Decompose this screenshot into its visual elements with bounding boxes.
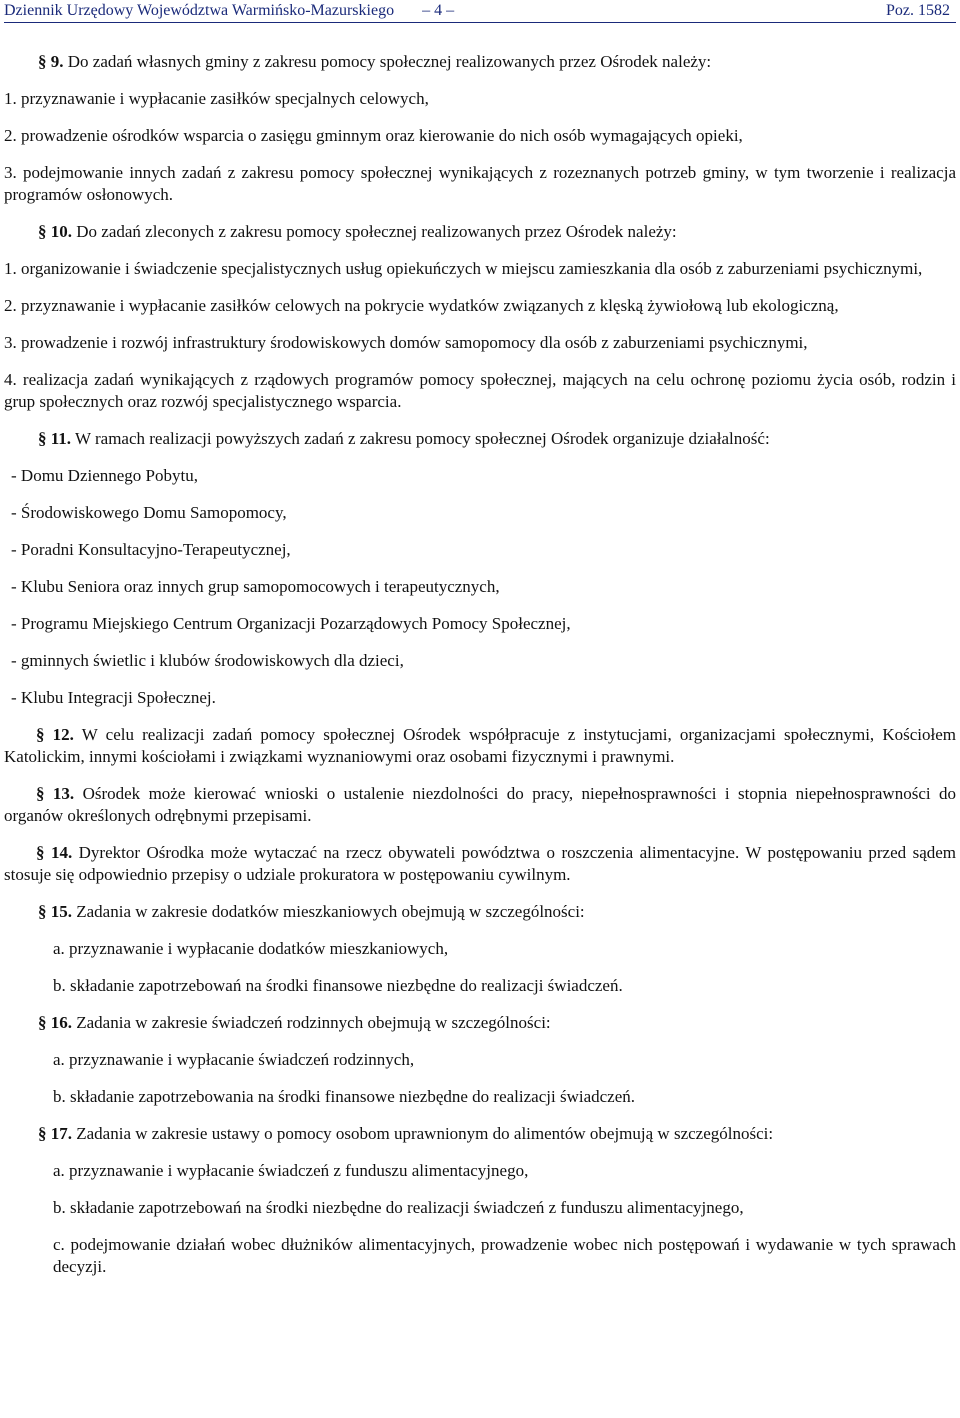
section-11-item-2: - Środowiskowego Domu Samopomocy, [11,503,287,522]
section-11-item-3: - Poradni Konsultacyjno-Terapeutycznej, [11,540,291,559]
section-11-intro: W ramach realizacji powyższych zadań z zakresu pomocy społecznej Ośrodek organizuje działalność: [75,429,770,448]
section-11-item-7: - Klubu Integracji Społecznej. [11,688,216,707]
section-9-heading [4,51,956,73]
section-9-item-1: 1. przyznawanie i wypłacanie zasiłków specjalnych celowych, [4,89,429,108]
section-11-item-6: - gminnych świetlic i klubów środowiskowych dla dzieci, [11,651,404,670]
section-13 [4,783,956,827]
section-13-mark: § [36,784,45,803]
section-16-intro: Zadania w zakresie świadczeń rodzinnych obejmują w szczególności: [76,1013,551,1032]
section-17-number: 17. [50,1124,72,1143]
page-number: – 4 – [422,2,455,19]
section-10-item-4: 4. realizacja zadań wynikających z rządowych programów pomocy społecznej, mających na celu ochronę poziomu życia osób, rodzin i grup społecznych oraz rozwój specjalistycznego wsparcia. [4,370,956,411]
page-header [4,0,956,23]
section-14-mark: § [36,843,45,862]
section-16-item-a: a. przyznawanie i wypłacanie świadczeń rodzinnych, [53,1050,415,1069]
section-16-mark: § [38,1013,47,1032]
section-11-heading [4,428,956,450]
section-14 [4,842,956,886]
section-9-item-3: 3. podejmowanie innych zadań z zakresu pomocy społecznej wynikających z rozeznanych potrzeb gminy, w tym tworzenie i realizacja programów osłonowych. [4,163,956,204]
section-10-item-3: 3. prowadzenie i rozwój infrastruktury środowiskowych domów samopomocy dla osób z zaburzeniami psychicznymi, [4,333,808,352]
section-10-item-2: 2. przyznawanie i wypłacanie zasiłków celowych na pokrycie wydatków związanych z klęską żywiołową lub ekologiczną, [4,296,839,315]
section-11-item-1: - Domu Dziennego Pobytu, [11,466,198,485]
position-number: Poz. 1582 [886,2,950,19]
section-14-number: 14. [50,843,73,862]
section-17-mark: § [38,1124,47,1143]
section-17-item-b: b. składanie zapotrzebowań na środki niezbędne do realizacji świadczeń z funduszu alimentacyjnego, [53,1198,744,1217]
document-body [4,23,956,1278]
section-11-item-4: - Klubu Seniora oraz innych grup samopomocowych i terapeutycznych, [11,577,500,596]
section-14-text: Dyrektor Ośrodka może wytaczać na rzecz obywateli powództwa o roszczenia alimentacyjne. W postępowaniu przed sądem stosuje się odpowiednio przepisy o udziale prokuratora w postępowaniu cywilnym. [4,843,957,884]
section-9-mark: § [38,52,47,71]
section-12 [4,724,956,768]
section-10-mark: § [38,222,47,241]
header-left [4,0,478,22]
section-17-item-c [4,1234,956,1278]
section-12-number: 12. [52,725,74,744]
section-11-item-5: - Programu Miejskiego Centrum Organizacji Pozarządowych Pomocy Społecznej, [11,614,571,633]
section-15-item-a: a. przyznawanie i wypłacanie dodatków mieszkaniowych, [53,939,449,958]
section-16-item-b: b. składanie zapotrzebowania na środki finansowe niezbędne do realizacji świadczeń. [53,1087,636,1106]
section-17-heading [4,1123,956,1145]
journal-title: Dziennik Urzędowy Województwa Warmińsko-Mazurskiego [4,2,395,19]
section-9-item-2: 2. prowadzenie ośrodków wsparcia o zasięgu gminnym oraz kierowanie do nich osób wymagających opieki, [4,126,743,145]
section-15-heading [4,901,956,923]
section-12-mark: § [36,725,45,744]
section-17-intro: Zadania w zakresie ustawy o pomocy osobom uprawnionym do alimentów obejmują w szczególności: [76,1124,774,1143]
section-9-intro: Do zadań własnych gminy z zakresu pomocy społecznej realizowanych przez Ośrodek należy: [67,52,712,71]
section-15-number: 15. [50,902,72,921]
section-16-number: 16. [50,1013,72,1032]
section-11-mark: § [38,429,47,448]
section-15-mark: § [38,902,47,921]
section-13-text: Ośrodek może kierować wnioski o ustalenie niezdolności do pracy, niepełnosprawności i stopnia niepełnosprawności do organów określonych odrębnymi przepisami. [4,784,956,825]
section-17-item-c-text: c. podejmowanie działań wobec dłużników alimentacyjnych, prowadzenie wobec nich postępowań i wydawanie w tych sprawach decyzji. [53,1235,956,1276]
section-15-item-b: b. składanie zapotrzebowań na środki finansowe niezbędne do realizacji świadczeń. [53,976,623,995]
section-12-text: W celu realizacji zadań pomocy społecznej Ośrodek współpracuje z instytucjami, organizacjami społecznymi, Kościołem Katolickim, innymi kościołami i związkami wyznaniowymi oraz osobami fizycznymi i prawnymi. [4,725,956,766]
section-10-heading [4,221,956,243]
section-15-intro: Zadania w zakresie dodatków mieszkaniowych obejmują w szczególności: [76,902,585,921]
section-9-number: 9. [50,52,64,71]
section-16-heading [4,1012,956,1034]
section-10-number: 10. [50,222,72,241]
section-13-number: 13. [52,784,75,803]
section-10-item-1: 1. organizowanie i świadczenie specjalistycznych usług opiekuńczych w miejscu zamieszkania dla osób z zaburzeniami psychicznymi, [4,259,923,278]
section-10-intro: Do zadań zleconych z zakresu pomocy społecznej realizowanych przez Ośrodek należy: [76,222,677,241]
section-11-number: 11. [50,429,72,448]
section-17-item-a: a. przyznawanie i wypłacanie świadczeń z funduszu alimentacyjnego, [53,1161,529,1180]
